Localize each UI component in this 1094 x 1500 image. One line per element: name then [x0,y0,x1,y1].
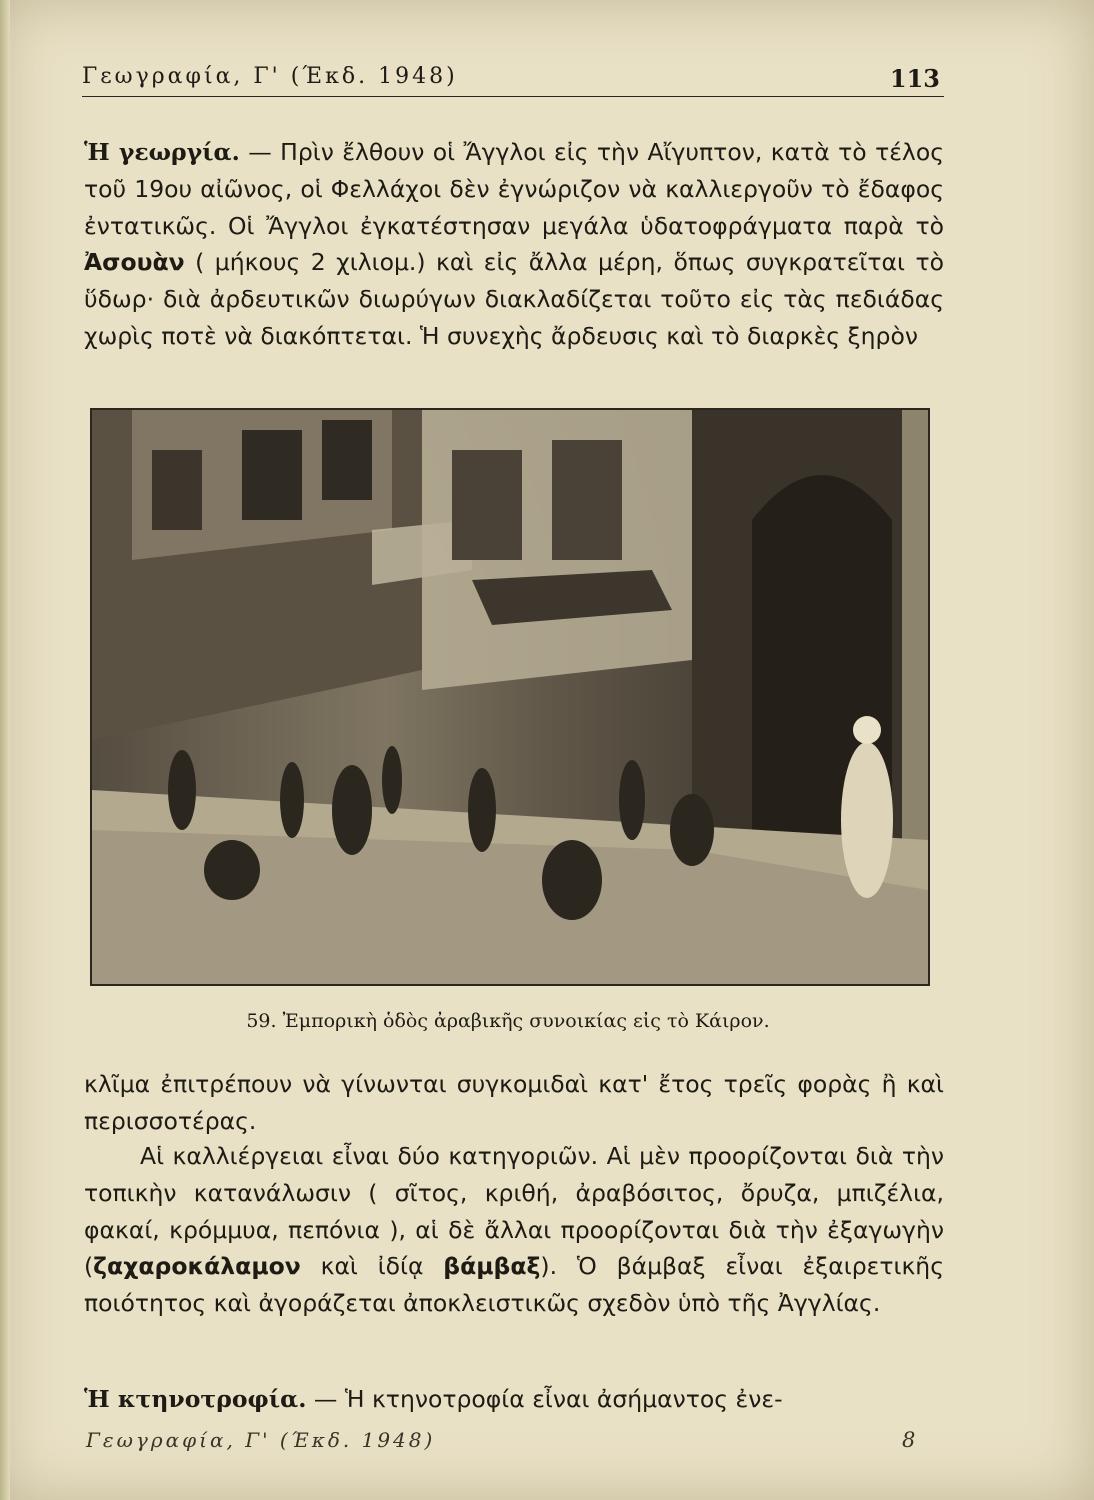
figure-caption: 59. Ἐμπορικὴ ὁδὸς ἀραβικῆς συνοικίας εἰς τὸ Κάιρον. [246,1010,770,1032]
arch-pillar [902,410,928,850]
donkey-rider [332,765,372,855]
paragraph-text: ). Ὁ βάμβαξ εἶναι ἐξαιρετικῆς ποιότητος καὶ ἀγοράζεται ἀποκλειστικῶς σχεδὸν ὑπὸ τῆς Ἀγγλίας. [84,1252,944,1318]
footer-sheet-number: 8 [902,1428,916,1452]
window [322,420,372,500]
cairo-street-photo [90,408,930,986]
person [670,794,714,866]
paragraph-livestock [84,1381,944,1418]
crop-sugarcane: ζαχαροκάλαμον [93,1252,301,1281]
person [468,768,496,852]
section-heading-livestock: Ἡ κτηνοτροφία. [84,1385,307,1413]
paragraph-crops [84,1138,944,1322]
robed-man [841,742,893,898]
paragraph-text: — Ἡ κτηνοτροφία εἶναι ἀσήμαντος ἐνε- [306,1385,783,1413]
paragraph-agriculture [84,134,944,355]
window [242,430,302,520]
person [382,746,402,814]
person [204,840,260,900]
paragraph-text: — Πρὶν ἔλθουν οἱ Ἄγγλοι εἰς τὴν Αἴγυπτον, κατὰ τὸ τέλος τοῦ 19ου αἰῶνος, οἱ Φελλάχοι δὲν ἐγνώριζον νὰ καλλιεργοῦν τὸ ἔδαφος ἐντατικῶς. Οἱ Ἄγγλοι ἐγκατέστησαν μεγάλα ὑδατοφράγματα παρὰ τὸ [84,138,945,240]
page-number: 113 [889,64,940,93]
running-title: Γεωγραφία, Γ' (Έκδ. 1948) [82,64,458,89]
place-name-aswan: Ἀσουὰν [84,248,185,277]
person [619,760,645,840]
running-header [82,62,944,97]
seated-person [542,840,602,920]
paragraph-text: Αἱ καλλιέργειαι εἶναι δύο κατηγοριῶν. Αἱ μὲν προορίζονται διὰ τὴν τοπικὴν κατανάλωσιν ( σῖτος, κριθή, ἀραβόσιτος, ὄρυζα, μπιζέλια, φακαί, κρόμμυα, πεπόνια ), αἱ δὲ ἄλλαι προορίζονται διὰ τὴν ἐξαγωγὴν ( [84,1142,944,1281]
window [552,440,622,560]
photo-illustration [92,410,928,984]
page-edge [0,0,10,1500]
paragraph-text: καὶ ἰδίᾳ [300,1252,444,1281]
paragraph-climate: κλῖμα ἐπιτρέπουν νὰ γίνωνται συγκομιδαὶ κατ' ἔτος τρεῖς φορὰς ἢ καὶ περισσοτέρας. [84,1070,944,1135]
turban [853,716,881,744]
crop-cotton: βάμβαξ [443,1252,541,1281]
window [452,450,522,560]
footer-signature: Γεωγραφία, Γ' (Έκδ. 1948) [86,1428,436,1452]
paragraph-text: ( μήκους 2 χιλιομ.) καὶ εἰς ἄλλα μέρη, ὅπως συγκρατεῖται τὸ ὕδωρ· διὰ ἀρδευτικῶν διωρύγων διακλαδίζεται τοῦτο εἰς τὰς πεδιάδας χωρὶς ποτὲ νὰ διακόπτεται. Ἡ συνεχὴς ἄρδευσις καὶ τὸ διαρκὲς ξηρὸν [84,248,944,350]
person [280,762,304,838]
section-heading-agriculture: Ἡ γεωργία. [84,138,240,166]
person [168,750,196,830]
window [152,450,202,530]
